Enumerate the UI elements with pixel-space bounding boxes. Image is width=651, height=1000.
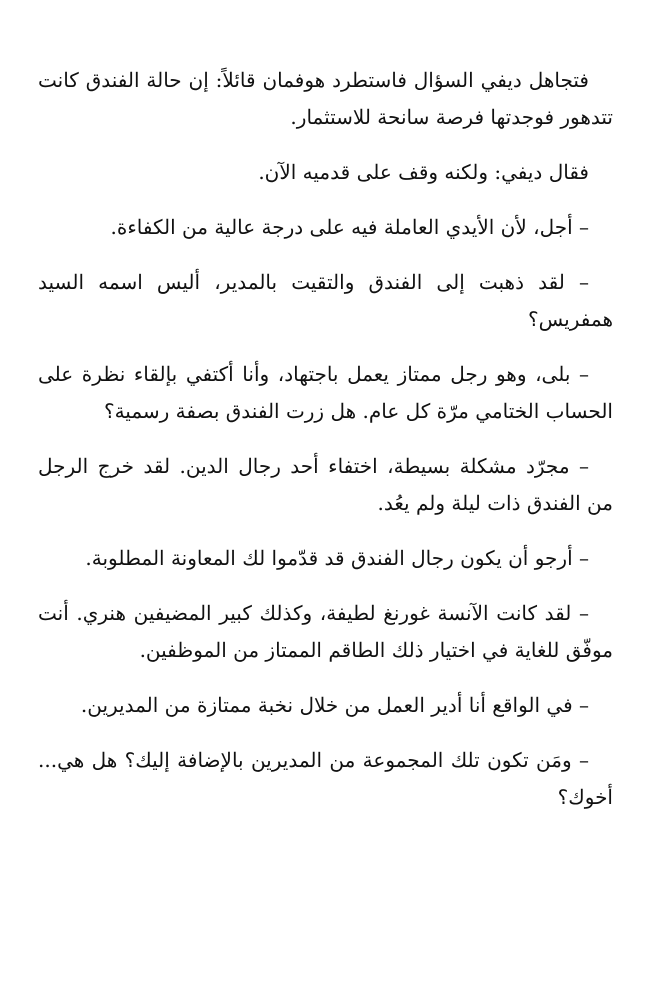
paragraph: – في الواقع أنا أدير العمل من خلال نخبة ممتازة من المديرين. bbox=[80, 693, 589, 717]
paragraph: فقال ديفي: ولكنه وقف على قدميه الآن. bbox=[258, 160, 589, 184]
paragraph: فتجاهل ديفي السؤال فاستطرد هوفمان قائلاً: إن حالة الفندق كانت تتدهور فوجدتها فرصة سانحة للاستثمار. bbox=[38, 68, 613, 129]
paragraph: – بلى، وهو رجل ممتاز يعمل باجتهاد، وأنا أكتفي بإلقاء نظرة على الحساب الختامي مرّة كل عام. هل زرت الفندق بصفة رسمية؟ bbox=[38, 362, 613, 423]
paragraph: – مجرّد مشكلة بسيطة، اختفاء أحد رجال الدين. لقد خرج الرجل من الفندق ذات ليلة ولم يعُد. bbox=[38, 454, 613, 515]
paragraph: – لقد كانت الآنسة غورنغ لطيفة، وكذلك كبير المضيفين هنري. أنت موفّق للغاية في اختيار ذلك الطاقم الممتاز من الموظفين. bbox=[38, 601, 613, 662]
paragraph: – أجل، لأن الأيدي العاملة فيه على درجة عالية من الكفاءة. bbox=[110, 215, 589, 239]
paragraph: – ومَن تكون تلك المجموعة من المديرين بالإضافة إليك؟ هل هي... أخوك؟ bbox=[38, 748, 613, 809]
paragraph: – أرجو أن يكون رجال الفندق قد قدّموا لك المعاونة المطلوبة. bbox=[85, 546, 589, 570]
paragraph: – لقد ذهبت إلى الفندق والتقيت بالمدير، أليس اسمه السيد همفريس؟ bbox=[38, 270, 613, 331]
